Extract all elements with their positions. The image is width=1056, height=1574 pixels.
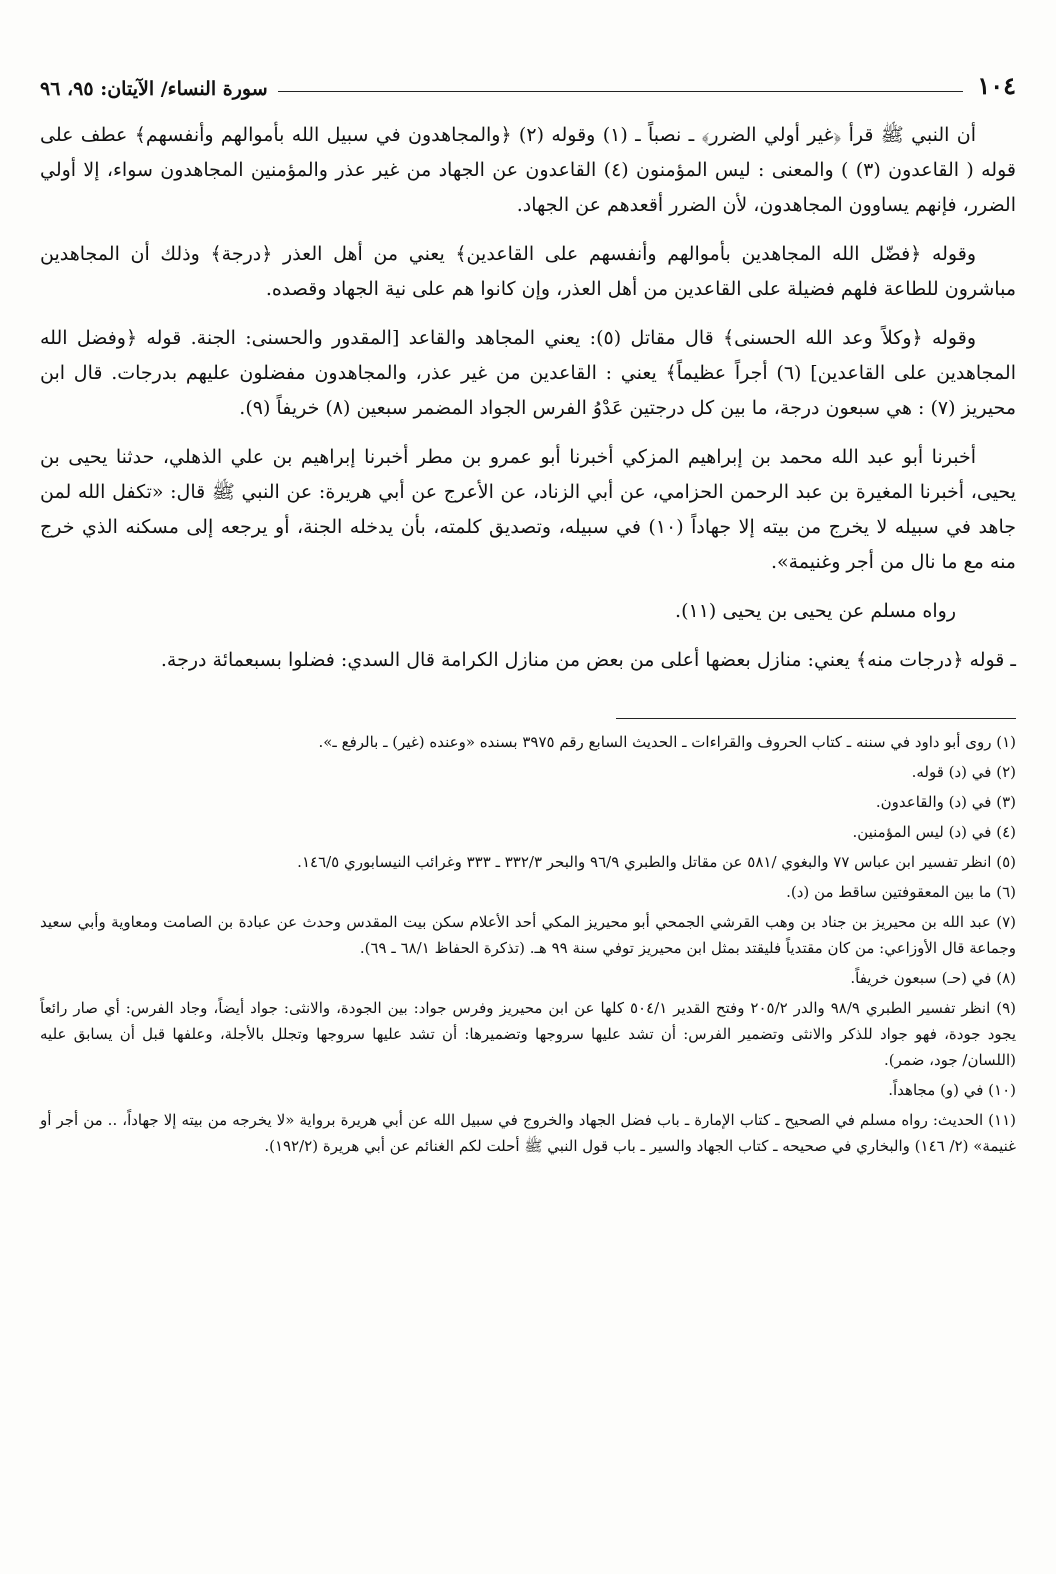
header-rule	[278, 91, 964, 92]
page-number: ١٠٤	[977, 71, 1016, 100]
paragraph: وقوله ﴿فضّل الله المجاهدين بأموالهم وأنفسهم على القاعدين﴾ يعني من أهل العذر ﴿درجة﴾ وذلك أن المجاهدين مباشرون للطاعة فلهم فضيلة على القاعدين من أهل العذر، وإن كانوا هم على نية الجهاد وقصده.	[40, 243, 1016, 300]
footnote: (٤) في (د) ليس المؤمنين.	[852, 823, 1016, 841]
footnote: (٨) في (حـ) سبعون خريفاً.	[850, 969, 1016, 987]
paragraph: وقوله ﴿وكلاً وعد الله الحسنى﴾ قال مقاتل (٥): يعني المجاهد والقاعد [المقدور والحسنى: الجنة. قوله ﴿وفضل الله المجاهدين على القاعدين] (٦) أجراً عظيماً﴾ يعني : القاعدين من غير عذر، والمجاهدون مفضلون عليهم بدرجات. قال ابن محيريز (٧) : هي سبعون درجة، ما بين كل درجتين عَدْوُ الفرس الجواد المضمر سبعين (٨) خريفاً (٩).	[40, 327, 1016, 419]
paragraph: أن النبي ﷺ قرأ ﴿غير أولي الضرر﴾ ـ نصباً ـ (١) وقوله (٢) ﴿والمجاهدون في سبيل الله بأموالهم وأنفسهم﴾ عطف على قوله ( القاعدون (٣) ) والمعنى : ليس المؤمنون (٤) القاعدون عن الجهاد من غير عذر والمؤمنين المجاهدون سواء، إلا أولي الضرر، فإنهم يساوون المجاهدون، لأن الضرر أقعدهم عن الجهاد.	[40, 124, 1016, 216]
paragraph: ـ قوله ﴿درجات منه﴾ يعني: منازل بعضها أعلى من بعض من منازل الكرامة قال السدي: فضلوا بسبعمائة درجة.	[160, 649, 1016, 671]
paragraph: أخبرنا أبو عبد الله محمد بن إبراهيم المزكي أخبرنا أبو عمرو بن مطر أخبرنا إبراهيم بن علي الذهلي، حدثنا يحيى بن يحيى، أخبرنا المغيرة بن عبد الرحمن الحزامي، عن أبي الزناد، عن الأعرج عن أبي هريرة: عن النبي ﷺ قال: «تكفل الله لمن جاهد في سبيله لا يخرج من بيته إلا جهاداً (١٠) في سبيله، وتصديق كلمته، بأن يدخله الجنة، أو يرجعه إلى مسكنه الذي خرج منه مع ما نال من أجر وغنيمة».	[40, 446, 1016, 573]
footnote: (٥) انظر تفسير ابن عباس ٧٧ والبغوي /٥٨١ عن مقاتل والطبري ٩٦/٩ والبحر ٣٣٢/٣ ـ ٣٣٣ وغرائب النيسابوري ١٤٦/٥.	[297, 853, 1016, 871]
running-header	[40, 60, 1016, 100]
paragraph: رواه مسلم عن يحيى بن يحيى (١١).	[675, 600, 956, 622]
footnote: (١١) الحديث: رواه مسلم في الصحيح ـ كتاب الإمارة ـ باب فضل الجهاد والخروج في سبيل الله عن أبي هريرة برواية «لا يخرجه من بيته إلا جهاداً، .. من أجر أو غنيمة» (٢/ ١٤٦) والبخاري في صحيحه ـ كتاب الجهاد والسير ـ باب قول النبي ﷺ أحلت لكم الغنائم عن أبي هريرة (١٩٢/٢).	[40, 1111, 1016, 1155]
footnote: (٩) انظر تفسير الطبري ٩٨/٩ والدر ٢٠٥/٢ وفتح القدير ٥٠٤/١ كلها عن ابن محيريز وفرس جواد: بين الجودة، والانثى: جواد أيضاً، وجاد الفرس: أي صار رائعاً يجود جودة، فهو جواد للذكر والانثى وتضمير الفرس: أن تشد عليها سروجها وتضميرها: أن تشد عليها سروجها وتجلل بالأجلة، وعلفها قبل أن يسابق عليه (اللسان/ جود، ضمر).	[40, 999, 1017, 1069]
footnote: (١٠) في (و) مجاهداً.	[888, 1081, 1016, 1099]
header-title: سورة النساء/ الآيتان: ٩٥، ٩٦	[40, 78, 268, 100]
footnote: (٦) ما بين المعقوفتين ساقط من (د).	[786, 883, 1016, 901]
footnote: (٧) عبد الله بن محيريز بن جناد بن وهب القرشي الجمحي أبو محيريز المكي أحد الأعلام سكن بيت المقدس وحدث عن عبادة بن الصامت ومعاوية وأبي سعيد وجماعة قال الأوزاعي: من كان مقتدياً فليقتد بمثل ابن محيريز توفي سنة ٩٩ هـ. (تذكرة الحفاظ ٦٨/١ ـ ٦٩).	[40, 913, 1016, 957]
footnote: (١) روى أبو داود في سننه ـ كتاب الحروف والقراءات ـ الحديث السابع رقم ٣٩٧٥ بسنده «وعنده (غير) ـ بالرفع ـ».	[318, 733, 1016, 751]
footnote: (٢) في (د) قوله.	[911, 763, 1016, 781]
footnote-separator	[616, 718, 1016, 719]
book-page	[40, 60, 1016, 1554]
main-text	[40, 118, 1016, 678]
footnotes	[40, 729, 1016, 1159]
footnote: (٣) في (د) والقاعدون.	[875, 793, 1016, 811]
